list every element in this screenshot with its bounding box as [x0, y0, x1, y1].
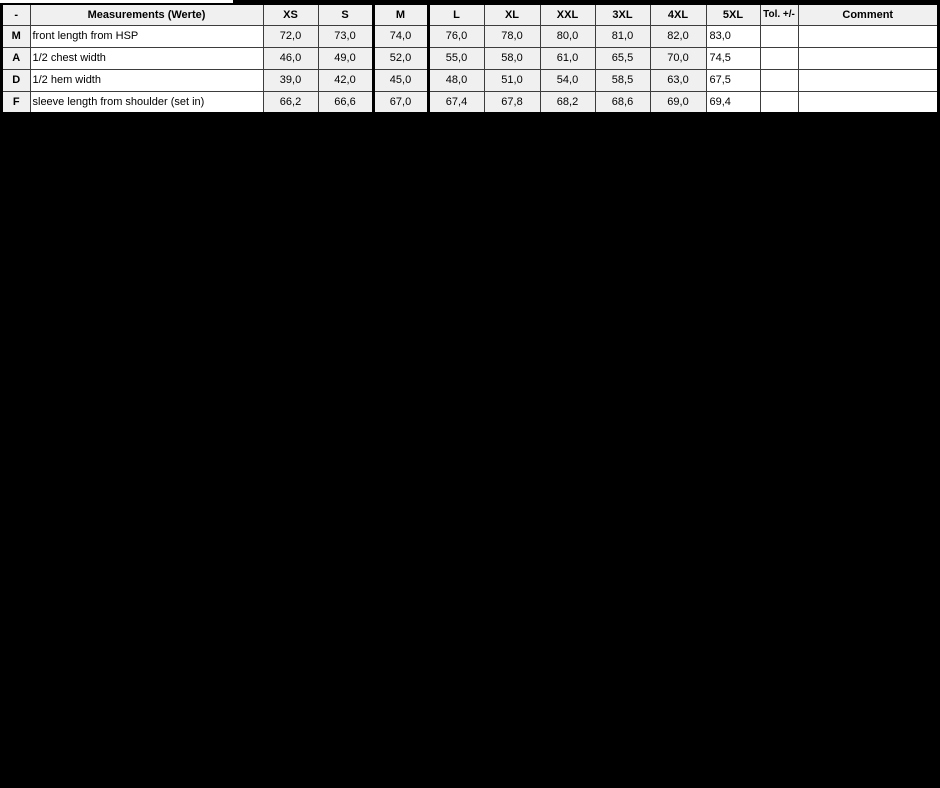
measurement-name-cell[interactable]: front length from HSP	[30, 25, 263, 47]
size-value-cell-s[interactable]: 66,6	[318, 91, 373, 113]
header-row	[2, 4, 938, 25]
size-value-cell-s[interactable]: 73,0	[318, 25, 373, 47]
size-value-cell-3xl[interactable]: 58,5	[595, 69, 650, 91]
size-value-cell-m[interactable]: 52,0	[373, 47, 428, 69]
measurement-name-cell[interactable]: 1/2 hem width	[30, 69, 263, 91]
size-value-cell-5xl[interactable]: 74,5	[706, 47, 760, 69]
table-row	[2, 47, 938, 69]
column-header-xs: XS	[263, 4, 318, 25]
measurement-name-cell[interactable]: 1/2 chest width	[30, 47, 263, 69]
column-header-xl: XL	[484, 4, 540, 25]
size-value-cell-xxl[interactable]: 61,0	[540, 47, 595, 69]
column-header-l: L	[428, 4, 484, 25]
row-code-cell[interactable]: F	[2, 91, 30, 113]
size-value-cell-xl[interactable]: 67,8	[484, 91, 540, 113]
measurement-name-cell[interactable]: sleeve length from shoulder (set in)	[30, 91, 263, 113]
table-row	[2, 25, 938, 47]
size-value-cell-l[interactable]: 67,4	[428, 91, 484, 113]
table-body	[2, 25, 938, 113]
size-value-cell-m[interactable]: 74,0	[373, 25, 428, 47]
size-value-cell-xxl[interactable]: 54,0	[540, 69, 595, 91]
row-code-cell[interactable]: D	[2, 69, 30, 91]
measurement-table	[1, 3, 939, 115]
size-value-cell-5xl[interactable]: 67,5	[706, 69, 760, 91]
size-value-cell-l[interactable]: 48,0	[428, 69, 484, 91]
column-header-3xl: 3XL	[595, 4, 650, 25]
table-row	[2, 69, 938, 91]
row-code-cell[interactable]: A	[2, 47, 30, 69]
size-value-cell-4xl[interactable]: 70,0	[650, 47, 706, 69]
column-header-comment: Comment	[798, 4, 938, 25]
size-value-cell-s[interactable]: 49,0	[318, 47, 373, 69]
column-header-m: M	[373, 4, 428, 25]
size-value-cell-xxl[interactable]: 80,0	[540, 25, 595, 47]
size-value-cell-l[interactable]: 55,0	[428, 47, 484, 69]
comment-cell[interactable]	[798, 91, 938, 113]
column-header-4xl: 4XL	[650, 4, 706, 25]
size-value-cell-m[interactable]: 45,0	[373, 69, 428, 91]
column-header-s: S	[318, 4, 373, 25]
row-code-cell[interactable]: M	[2, 25, 30, 47]
tolerance-cell[interactable]	[760, 25, 798, 47]
size-value-cell-xxl[interactable]: 68,2	[540, 91, 595, 113]
size-value-cell-xl[interactable]: 78,0	[484, 25, 540, 47]
size-value-cell-3xl[interactable]: 65,5	[595, 47, 650, 69]
size-value-cell-5xl[interactable]: 69,4	[706, 91, 760, 113]
size-value-cell-xs[interactable]: 39,0	[263, 69, 318, 91]
comment-cell[interactable]	[798, 25, 938, 47]
size-value-cell-5xl[interactable]: 83,0	[706, 25, 760, 47]
column-header-5xl: 5XL	[706, 4, 760, 25]
size-value-cell-xs[interactable]: 66,2	[263, 91, 318, 113]
size-value-cell-l[interactable]: 76,0	[428, 25, 484, 47]
column-header-measurements-werte: Measurements (Werte)	[30, 4, 263, 25]
column-header-: -	[2, 4, 30, 25]
size-value-cell-xs[interactable]: 72,0	[263, 25, 318, 47]
size-value-cell-4xl[interactable]: 82,0	[650, 25, 706, 47]
size-value-cell-xs[interactable]: 46,0	[263, 47, 318, 69]
column-header-xxl: XXL	[540, 4, 595, 25]
size-value-cell-xl[interactable]: 51,0	[484, 69, 540, 91]
tolerance-cell[interactable]	[760, 47, 798, 69]
size-value-cell-4xl[interactable]: 63,0	[650, 69, 706, 91]
size-value-cell-4xl[interactable]: 69,0	[650, 91, 706, 113]
tolerance-cell[interactable]	[760, 69, 798, 91]
tolerance-cell[interactable]	[760, 91, 798, 113]
size-value-cell-3xl[interactable]: 81,0	[595, 25, 650, 47]
size-value-cell-xl[interactable]: 58,0	[484, 47, 540, 69]
comment-cell[interactable]	[798, 47, 938, 69]
size-value-cell-s[interactable]: 42,0	[318, 69, 373, 91]
comment-cell[interactable]	[798, 69, 938, 91]
size-value-cell-m[interactable]: 67,0	[373, 91, 428, 113]
column-header-tol: Tol. +/-	[760, 4, 798, 25]
size-value-cell-3xl[interactable]: 68,6	[595, 91, 650, 113]
table-row	[2, 91, 938, 113]
